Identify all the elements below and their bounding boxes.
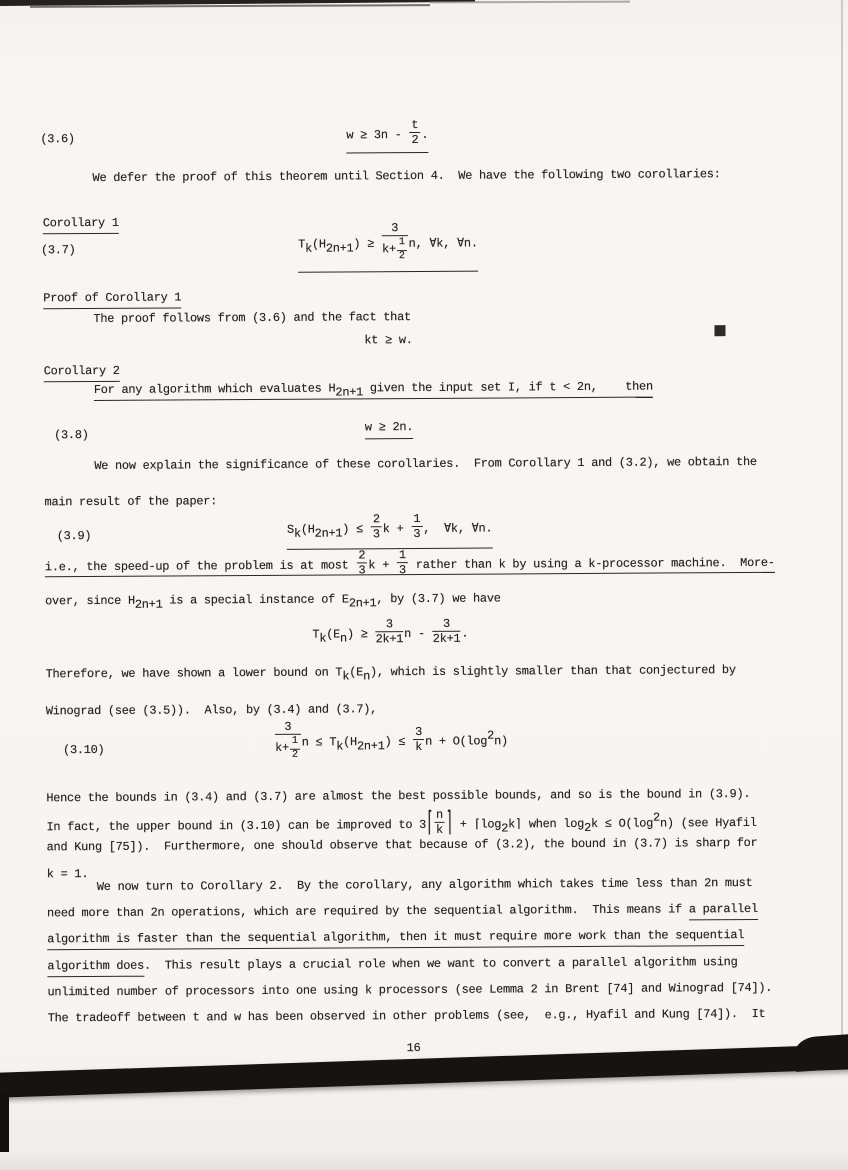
para-corollary2-4 [47,955,737,974]
para-significance-2 [44,494,217,510]
para-corollary2-1 [97,876,753,895]
fraction [275,721,301,760]
para-therefore-1-content: Therefore, we have shown a lower bound on Tk(En), which is slightly smaller than that conjectured by [45,663,736,684]
para-significance-1 [94,455,757,474]
fraction [382,222,408,261]
fraction [434,809,445,837]
subscript: 2n+1 [335,385,364,400]
para-corollary2-6 [48,1007,766,1026]
fraction-denominator: 2k+1 [375,632,404,647]
fraction-denominator: 2k+1 [432,631,461,647]
para-defer-proof-content: We defer the proof of this theorem until Section 4. We have the following two corollaries: [92,167,721,185]
fraction-numerator: 1 [397,549,408,563]
fraction-denominator: k [436,823,443,838]
formula-tk-en-content: Tk(En) ≥ $\frac{3}{2k+1}$ n - $\frac{3}{2k+1}$ . [312,616,469,647]
subscript: k [293,526,301,541]
para-hence-2-content: In fact, the upper bound in (3.10) can be improved to 3⌈ $\frac{n}{k}$ ⌉ + ⌈log2k⌉ when log2k ≤ O(log2n) (see Hyafil [46,807,757,840]
fraction [433,618,461,646]
underlined-text: i.e., the speed-up of the problem is at most $\frac{2}{3}$ k + $\frac{1}{3}$ rather than k by using a k-processor machine. More- [44,548,775,578]
subscript: k [336,739,344,754]
eq-label-3-10-content: (3.10) [62,742,105,758]
fraction [397,549,408,577]
heading-corollary-1-content: Corollary 1 [43,216,119,234]
fraction [356,549,367,577]
subscript: 2 [584,820,592,835]
fraction-numerator: 1 [397,238,407,250]
para-hence-3 [47,836,758,855]
eq-label-3-7-content: (3.7) [40,243,76,258]
fraction [290,737,300,761]
fraction-denominator: 2 [291,749,298,761]
para-corollary2-4-content: algorithm does. This result plays a crucial role when we want to convert a parallel algorithm using [47,955,737,974]
para-corollary2-2-content: need more than 2n operations, which are required by the sequential algorithm. This means if a parallel [46,901,758,921]
underlined-text: a parallel [689,902,758,920]
subscript: k [305,241,313,256]
fraction [371,513,382,541]
subscript: 2n+1 [314,526,343,541]
formula-3-9 [0,513,780,552]
underlined-text: algorithm is faster than the sequential algorithm, then it must require more work than the sequential [47,928,744,950]
fraction-denominator: 2 [411,133,419,148]
fraction [397,238,407,262]
para-therefore-2-content: Winograd (see (3.5)). Also, by (3.4) and (3.7), [45,702,378,719]
para-hence-1 [46,787,750,806]
fraction-numerator: 3 [275,721,301,735]
superscript: 2 [487,728,495,743]
formula-3-6 [0,119,777,156]
para-hence-4 [47,867,89,882]
formula-3-6-content: w ≥ 3n - $\frac{t}{2}$ . [346,121,428,154]
formula-3-7-content: Tk(H2n+1) ≥ 3 k+ $\frac{1}{2}$ n, ∀k, ∀n. [298,224,478,273]
fraction-denominator: k [415,740,423,755]
fraction-denominator: 2 [398,250,405,262]
para-therefore-2 [46,702,377,719]
para-corollary2-5 [47,981,772,1000]
subscript: 2 [501,821,509,836]
underlined-text: For any algorithm which evaluates H2n+1 given the input set I, if t < 2n, then [93,379,653,400]
para-corollary2-1-content: We now turn to Corollary 2. By the corollary, any algorithm which takes time less than 2n must [96,875,753,894]
heading-proof-corollary-1 [43,290,181,309]
fraction-denominator: k+ $\frac{1}{2}$ [275,735,301,760]
para-hence-4-content: k = 1. [46,867,89,882]
fraction-numerator: 3 [433,618,461,632]
formula-3-8 [0,418,779,442]
fraction-numerator: 2 [356,549,367,563]
para-significance-1-content: We now explain the significance of these corollaries. From Corollary 1 and (3.2), we obtain the [94,454,757,473]
formula-3-9-content: Sk(H2n+1) ≤ $\frac{2}{3}$ k + $\frac{1}{3}$ , ∀k, ∀n. [287,515,493,551]
ceiling-bracket: ⌉ [445,807,453,840]
heading-corollary-2 [44,364,120,382]
formula-3-7 [0,222,778,275]
para-speedup-content [45,549,775,581]
subscript: 2n+1 [348,596,377,611]
ceiling-bracket: ⌈ [425,807,434,840]
fraction-numerator: 3 [413,726,424,740]
eq-label-3-8-content: (3.8) [54,428,89,443]
statement-corollary-2-content [94,380,653,398]
scan-shadow-bottom [0,1152,848,1170]
subscript: k [342,669,350,684]
fraction [413,726,424,754]
fraction [409,119,420,147]
fraction [375,618,403,646]
para-proof-follows [93,310,411,327]
para-proof-follows-content: The proof follows from (3.6) and the fact that [93,310,411,326]
para-therefore-1 [46,663,736,682]
para-defer-proof [92,167,720,186]
formula-kt-content: kt ≥ w. [364,333,413,348]
para-corollary2-2 [47,902,758,921]
fraction-denominator: 3 [413,527,421,542]
formula-3-10-content: 3 k+ $\frac{1}{2}$ n ≤ Tk(H2n+1) ≤ $\frac{3}{k}$ n + O(log2n) [275,719,508,761]
formula-tk-en [0,618,780,650]
subscript: 2n+1 [325,241,354,256]
fraction-numerator: 2 [371,513,382,527]
page-number-text: 16 [406,1041,421,1056]
fraction-numerator: n [434,809,445,823]
subscript: 2n+1 [356,738,385,754]
superscript: 2 [652,810,660,825]
underlined-text: algorithm does [47,959,144,977]
para-over-since-content: over, since H2n+1 is a special instance of E2n+1, by (3.7) we have [45,591,501,612]
para-corollary2-3-content [47,928,744,947]
fraction [411,513,422,541]
para-hence-3-content: and Kung [75]). Furthermore, one should observe that because of (3.2), the bound in (3.7) is sharp for [46,835,758,855]
fraction-denominator: 3 [372,527,380,542]
heading-corollary-2-content: Corollary 2 [44,364,120,382]
para-corollary2-6-content: The tradeoff between t and w has been observed in other problems (see, e.g., Hyafil and Kung [74]). It [47,1006,766,1026]
subscript: k [319,631,327,646]
fraction-denominator: k+ $\frac{1}{2}$ [382,236,408,261]
eq-label-3-9-content: (3.9) [56,529,92,544]
subscript: n [363,669,371,684]
para-over-since [45,592,501,610]
formula-3-8-content: w ≥ 2n. [365,420,413,439]
subscript: n [339,631,347,646]
para-corollary2-3 [47,928,744,947]
fraction-denominator: 3 [398,563,406,578]
fraction-denominator: 3 [358,563,366,578]
para-corollary2-5-content: unlimited number of processors into one using k processors (see Lemma 2 in Brent [74] and Winograd [74]). [47,980,773,1000]
heading-proof-corollary-1-content: Proof of Corollary 1 [43,290,181,309]
fraction-numerator: 3 [382,222,408,236]
formula-3-10 [1,720,781,764]
para-hence-1-content: Hence the bounds in (3.4) and (3.7) are almost the best possible bounds, and so is the bound in (3.9). [46,786,751,806]
para-significance-2-content: main result of the paper: [44,494,218,510]
statement-corollary-2 [94,380,653,398]
fraction-numerator: 1 [290,737,300,749]
fraction-numerator: 3 [375,618,403,632]
fraction-numerator: t [409,119,420,133]
fraction-numerator: 1 [411,513,422,527]
subscript: 2n+1 [134,597,163,612]
eq-label-3-6-content: (3.6) [40,132,75,147]
para-speedup [45,549,775,581]
formula-kt [0,331,779,351]
